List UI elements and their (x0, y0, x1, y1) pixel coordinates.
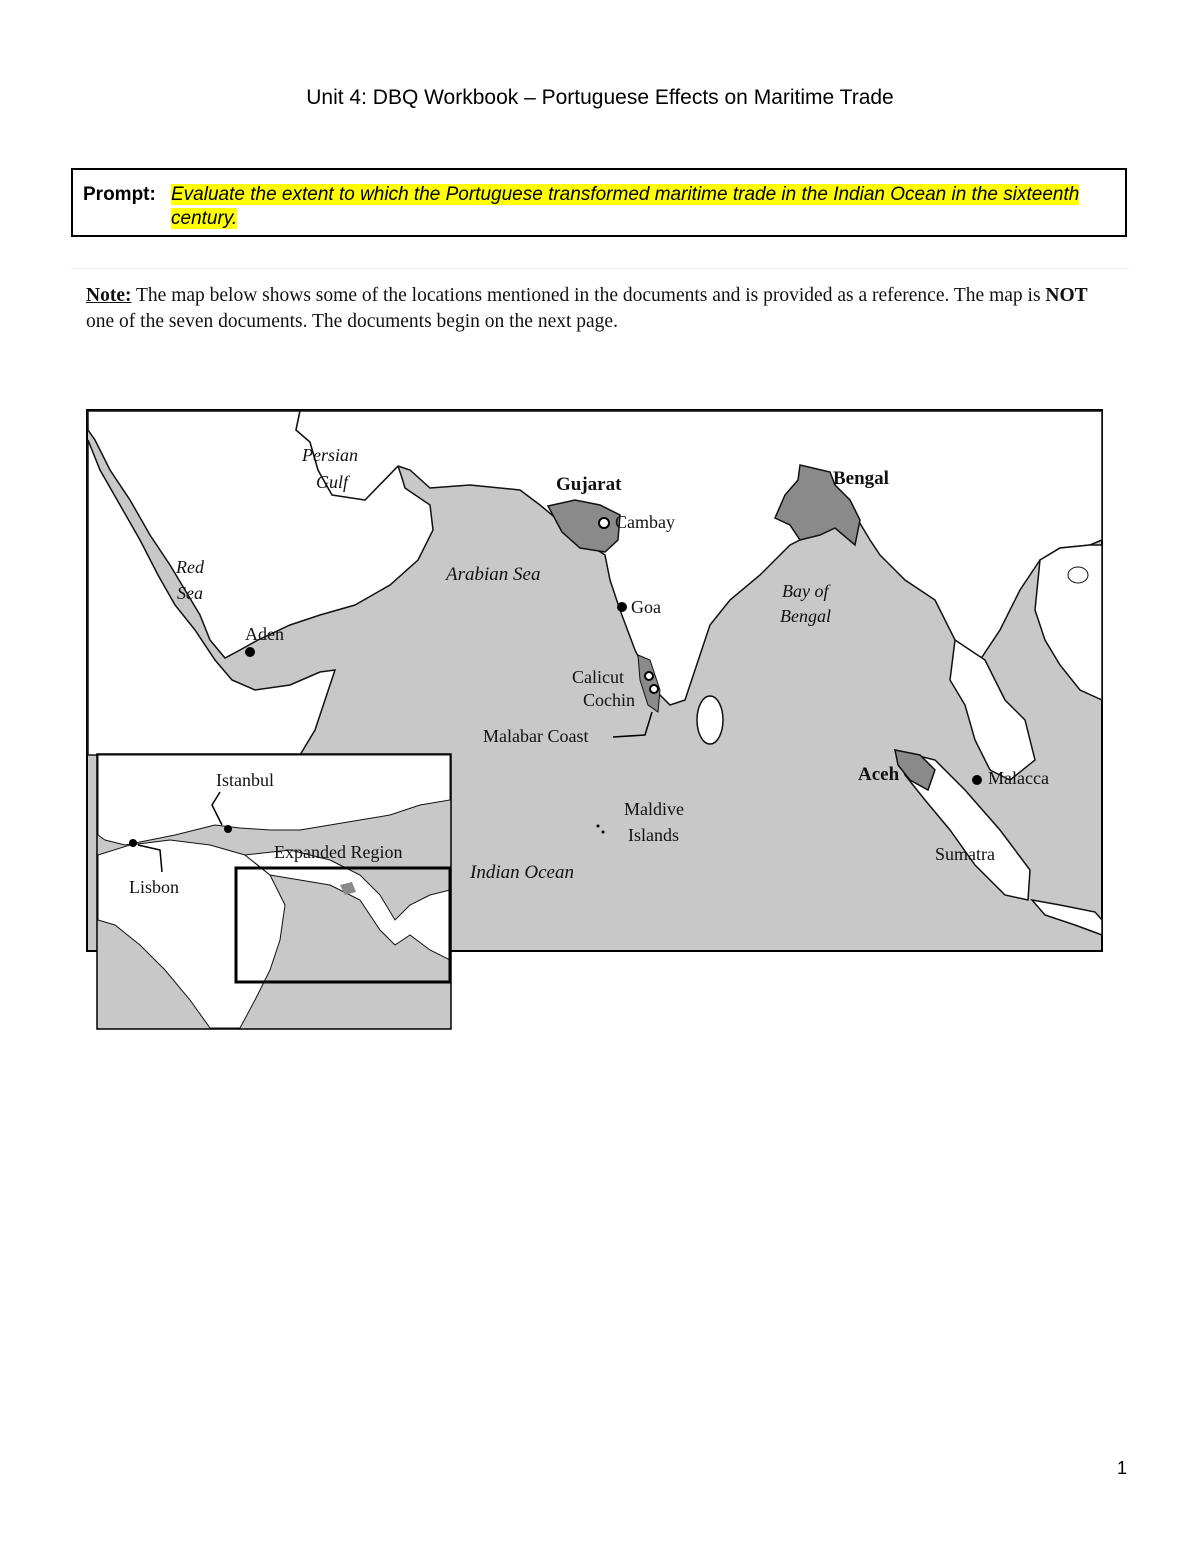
city-dot-calicut (645, 672, 653, 680)
city-dot-lisbon (129, 839, 137, 847)
maldive-dots-2 (602, 831, 605, 834)
label-goa: Goa (631, 597, 661, 617)
label-aden: Aden (245, 624, 284, 644)
label-persian-gulf-1: Persian (302, 445, 358, 465)
city-dot-aden (245, 647, 255, 657)
label-istanbul: Istanbul (216, 770, 274, 790)
page-title: Unit 4: DBQ Workbook – Portuguese Effects on Maritime Trade (306, 86, 894, 109)
label-red-sea-1: Red (176, 557, 204, 577)
land-sri-lanka (697, 696, 723, 744)
label-bay-of-bengal-2: Bengal (780, 606, 831, 626)
note-text-1: The map below shows some of the locations mentioned in the documents and is provided as a reference. The map is (131, 285, 1046, 306)
prompt-label: Prompt: (83, 184, 156, 205)
prompt-highlight: Evaluate the extent to which the Portuguese transformed maritime trade in the Indian Ocean in the sixteenth century. (171, 184, 1080, 229)
label-malabar-coast: Malabar Coast (483, 726, 589, 746)
page-number: 1 (1117, 1458, 1128, 1478)
label-arabian-sea: Arabian Sea (446, 564, 541, 585)
note-label: Note: (86, 285, 132, 306)
city-dot-malacca (972, 775, 982, 785)
label-cochin: Cochin (583, 690, 635, 710)
city-dot-goa (617, 602, 627, 612)
note-text-2: one of the seven documents. The documents begin on the next page. (86, 311, 618, 332)
city-dot-istanbul (224, 825, 232, 833)
label-persian-gulf-2: Gulf (316, 472, 349, 492)
city-dot-cochin (650, 685, 658, 693)
label-maldive-2: Islands (628, 825, 679, 845)
label-malacca: Malacca (988, 768, 1049, 788)
label-aceh: Aceh (858, 764, 900, 785)
label-indian-ocean: Indian Ocean (470, 862, 574, 883)
label-red-sea-2: Sea (177, 583, 203, 603)
label-lisbon: Lisbon (129, 877, 180, 897)
label-expanded-region: Expanded Region (274, 842, 403, 862)
label-sumatra: Sumatra (935, 844, 995, 864)
land-hainan (1068, 567, 1088, 583)
inset-map (97, 754, 451, 1029)
label-maldive-1: Maldive (624, 799, 684, 819)
label-calicut: Calicut (572, 667, 624, 687)
note-emphasis: NOT (1045, 285, 1088, 306)
maldive-dots (597, 825, 600, 828)
label-bengal: Bengal (833, 468, 889, 489)
city-dot-cambay (599, 518, 609, 528)
label-bay-of-bengal-1: Bay of (782, 581, 829, 601)
label-gujarat: Gujarat (556, 474, 622, 495)
label-cambay: Cambay (615, 512, 675, 532)
